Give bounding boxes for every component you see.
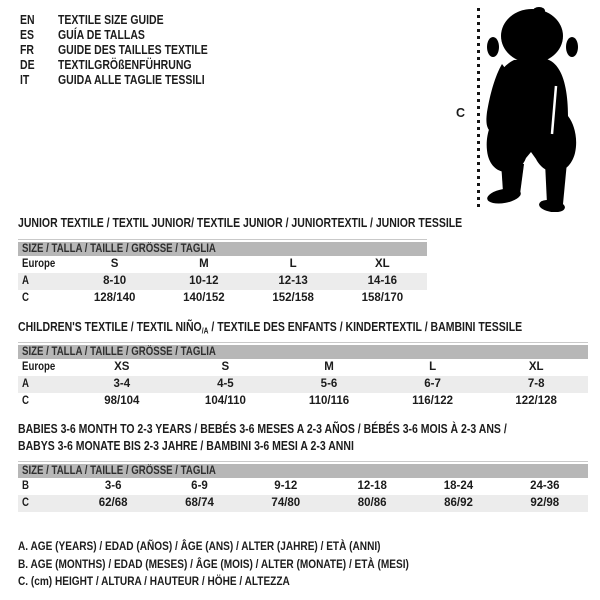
- size-value: 122/128: [515, 395, 557, 407]
- table-row-age: [18, 376, 588, 393]
- children-section-title: CHILDREN'S TEXTILE / TEXTIL $NIÑO_{/A}$ / TEXTILE DES ENFANTS / KINDERTEXTIL / BAMBINI TESSILE: [18, 320, 523, 336]
- toddler-silhouette: [482, 6, 580, 212]
- row-label: A: [22, 378, 29, 390]
- language-label: TEXTILE SIZE GUIDE: [58, 13, 164, 27]
- size-value: 68/74: [185, 497, 214, 509]
- height-marker-dotted-line: [477, 8, 480, 208]
- size-header-bar: SIZE / TALLA / TAILLE / GRÖSSE / TAGLIA: [18, 345, 588, 359]
- table-top-rule: [18, 239, 427, 240]
- junior-section-title: JUNIOR TEXTILE / TEXTIL JUNIOR/ TEXTILE JUNIOR / JUNIORTEXTIL / JUNIOR TESSILE: [18, 216, 463, 230]
- size-header-bar: SIZE / TALLA / TAILLE / GRÖSSE / TAGLIA: [18, 242, 427, 256]
- column-header: L: [289, 258, 297, 270]
- region-label: Europe: [22, 361, 56, 373]
- size-value: 6-9: [191, 480, 208, 492]
- column-header: XL: [528, 361, 544, 373]
- table-row-age-months: [18, 478, 588, 495]
- size-value: 158/170: [361, 292, 404, 304]
- column-header: M: [324, 361, 334, 373]
- language-label: GUIDA ALLE TAGLIE TESSILI: [58, 73, 205, 87]
- size-value: 92/98: [530, 497, 560, 509]
- size-value: 62/68: [98, 497, 128, 509]
- size-value: 80/86: [357, 497, 387, 509]
- size-value: 116/122: [412, 395, 454, 407]
- size-value: 18-24: [443, 480, 474, 492]
- table-row-height: [18, 495, 588, 512]
- size-value: 7-8: [527, 378, 545, 390]
- size-value: 128/140: [93, 292, 136, 304]
- language-row-it: [20, 73, 236, 88]
- language-row-es: [20, 28, 236, 43]
- table-row-height: [18, 290, 427, 307]
- babies-size-table: [18, 461, 588, 512]
- size-value: 10-12: [189, 275, 219, 287]
- size-value: 14-16: [367, 275, 398, 287]
- language-code: DE: [20, 58, 35, 72]
- size-value: 3-6: [104, 480, 122, 492]
- size-value: 12-18: [357, 480, 387, 492]
- row-label: B: [22, 480, 29, 492]
- region-label: Europe: [22, 258, 56, 270]
- column-header: M: [199, 258, 209, 270]
- column-header: XL: [375, 258, 390, 270]
- size-value: 152/158: [272, 292, 314, 304]
- row-label: C: [22, 497, 29, 509]
- babies-section-title-line2: BABYS 3-6 MONATE BIS 2-3 JAHRE / BAMBINI 3-6 MESI A 2-3 ANNI: [18, 439, 354, 453]
- size-value: 6-7: [424, 378, 441, 390]
- table-top-rule: [18, 342, 588, 343]
- column-header-row: [18, 359, 588, 376]
- column-header: S: [110, 258, 119, 270]
- language-code: IT: [20, 73, 30, 87]
- language-code: EN: [20, 13, 35, 27]
- language-row-en: [20, 13, 236, 28]
- language-code: FR: [20, 43, 35, 57]
- measurement-legend: [18, 538, 483, 591]
- language-row-de: [20, 58, 236, 73]
- size-header-bar: SIZE / TALLA / TAILLE / GRÖSSE / TAGLIA: [18, 464, 588, 478]
- column-header-row: [18, 256, 427, 273]
- size-value: 98/104: [104, 395, 140, 407]
- babies-section-title-line1: BABIES 3-6 MONTH TO 2-3 YEARS / BEBÉS 3-6 MESES A 2-3 AÑOS / BÉBÉS 3-6 MOIS À 2-3 ANS /: [18, 422, 507, 436]
- row-label: C: [22, 395, 29, 407]
- size-value: 24-36: [530, 480, 560, 492]
- table-row-height: [18, 393, 588, 410]
- row-label: C: [22, 292, 29, 304]
- size-value: 140/152: [183, 292, 225, 304]
- size-value: 110/116: [308, 395, 350, 407]
- column-header: L: [429, 361, 437, 373]
- language-label: GUIDE DES TAILLES TEXTILE: [58, 43, 208, 57]
- column-header: S: [221, 361, 230, 373]
- language-guide: [20, 13, 236, 88]
- legend-line-b: B. AGE (MONTHS) / EDAD (MESES) / ÂGE (MOIS) / ALTER (MONATE) / ETÀ (MESI): [18, 556, 409, 571]
- size-value: 74/80: [271, 497, 301, 509]
- language-code: ES: [20, 28, 35, 42]
- size-value: 4-5: [217, 378, 234, 390]
- table-row-age: [18, 273, 427, 290]
- language-row-fr: [20, 43, 236, 58]
- subscript-text: /A: [201, 326, 209, 336]
- table-top-rule: [18, 461, 588, 462]
- size-value: 86/92: [444, 497, 473, 509]
- junior-size-table: [18, 239, 427, 307]
- size-value: 5-6: [320, 378, 338, 390]
- legend-line-a: A. AGE (YEARS) / EDAD (AÑOS) / ÂGE (ANS) / ALTER (JAHRE) / ETÀ (ANNI): [18, 539, 381, 553]
- row-label: A: [22, 275, 29, 287]
- height-marker-label: C: [456, 106, 466, 120]
- size-value: 9-12: [274, 480, 298, 492]
- children-size-table: [18, 342, 588, 410]
- size-value: 104/110: [204, 395, 246, 407]
- size-value: 8-10: [103, 275, 127, 287]
- language-label: TEXTILGRÖßENFÜHRUNG: [58, 58, 192, 72]
- legend-line-c: C. (cm) HEIGHT / ALTURA / HAUTEUR / HÖHE / ALTEZZA: [18, 574, 290, 588]
- language-label: GUÍA DE TALLAS: [58, 28, 145, 42]
- column-header: XS: [114, 361, 130, 373]
- size-value: 3-4: [113, 378, 131, 390]
- size-value: 12-13: [278, 275, 308, 287]
